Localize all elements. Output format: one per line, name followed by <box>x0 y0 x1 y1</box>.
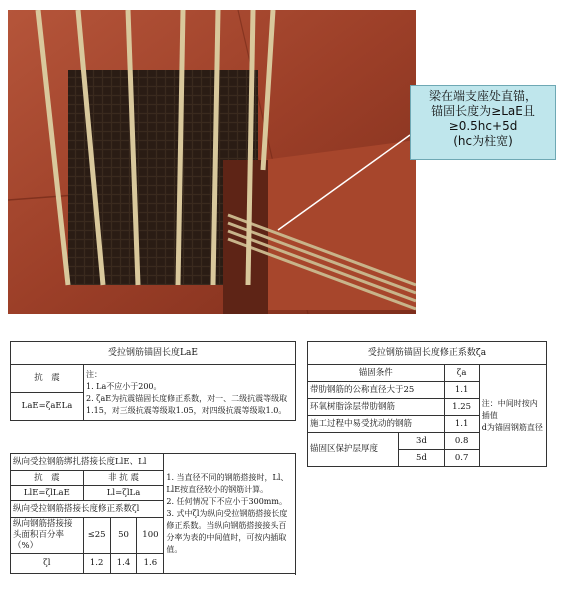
zeta-label: ζl <box>11 554 84 574</box>
factor-value: 1.1 <box>444 382 479 399</box>
factor-value: 1.25 <box>444 399 479 416</box>
note-item: 3. 式中ζl为纵向受拉钢筋搭接长度修正系数。当纵向钢筋搭接接头百分率为表的中间值时，可按内插取值。 <box>166 508 288 554</box>
col-condition: 锚固条件 <box>308 365 445 382</box>
zeta-value: 1.2 <box>83 554 110 574</box>
table-row: 环氧树脂涂层带肋钢筋 <box>308 399 445 416</box>
callout-line: 锚固长度为≥LaE且 <box>431 104 535 118</box>
cover-thickness: 3d <box>399 433 444 450</box>
col-seismic: 抗 震 <box>11 471 84 486</box>
ratio-value: 100 <box>137 518 164 554</box>
note-item: 1. La不应小于200。 <box>86 381 162 391</box>
anchor-notes <box>84 365 296 421</box>
ratio-value: 50 <box>110 518 137 554</box>
note-text: 注：中间时按内插值 d为锚固钢筋直径 <box>481 398 543 432</box>
factor-value: 1.1 <box>444 416 479 433</box>
note-item: 2. ζaE为抗震锚固长度修正系数，对一、二级抗震等级取1.15，对三级抗震等级取1.05，对四级抗震等级取1.0。 <box>86 393 288 415</box>
table-title: 纵向受拉钢筋绑扎搭接长度LlE、Ll <box>11 454 164 471</box>
factor-note <box>479 365 546 467</box>
construction-photo <box>8 10 416 314</box>
callout-line: ≥0.5hc+5d <box>448 119 518 133</box>
callout-note <box>410 85 556 160</box>
note-item: 1. 当直径不同的钢筋搭接时，Ll、LlE按直径较小的钢筋计算。 <box>166 472 289 494</box>
factor-value: 0.7 <box>444 450 479 467</box>
anchor-length-table <box>10 341 296 421</box>
callout-line: 梁在端支座处直锚， <box>428 89 537 103</box>
table-title: 受拉钢筋锚固长度修正系数ζa <box>308 342 547 365</box>
zeta-value: 1.4 <box>110 554 137 574</box>
zeta-value: 1.6 <box>137 554 164 574</box>
cover-thickness: 5d <box>399 450 444 467</box>
callout-line: (hc为柱宽) <box>453 134 513 148</box>
cover-label: 锚固区保护层厚度 <box>308 433 399 467</box>
table-row: 施工过程中易受扰动的钢筋 <box>308 416 445 433</box>
anchor-formula: LaE=ζaELa <box>11 393 84 421</box>
ratio-value: ≤25 <box>83 518 110 554</box>
lap-notes <box>164 454 296 574</box>
note-label: 注： <box>86 369 102 379</box>
note-item: 2. 任何情况下不应小于300mm。 <box>166 496 287 506</box>
col-factor: ζa <box>444 365 479 382</box>
factor-label: 纵向受拉钢筋搭接长度修正系数ζl <box>11 501 164 518</box>
table-row: 带肋钢筋的公称直径大于25 <box>308 382 445 399</box>
rebar-photo-illustration <box>8 10 416 314</box>
seismic-label: 抗 震 <box>11 365 84 393</box>
factor-value: 0.8 <box>444 433 479 450</box>
table-title: 受拉钢筋锚固长度LaE <box>11 342 296 365</box>
formula-seismic: LlE=ζlLaE <box>11 486 84 501</box>
correction-factor-table <box>307 341 547 467</box>
col-nonseismic: 非 抗 震 <box>83 471 164 486</box>
ratio-label: 纵向钢筋搭接接头面积百分率（%） <box>11 518 84 554</box>
formula-nonseismic: Ll=ζlLa <box>83 486 164 501</box>
lap-length-table <box>10 453 296 574</box>
